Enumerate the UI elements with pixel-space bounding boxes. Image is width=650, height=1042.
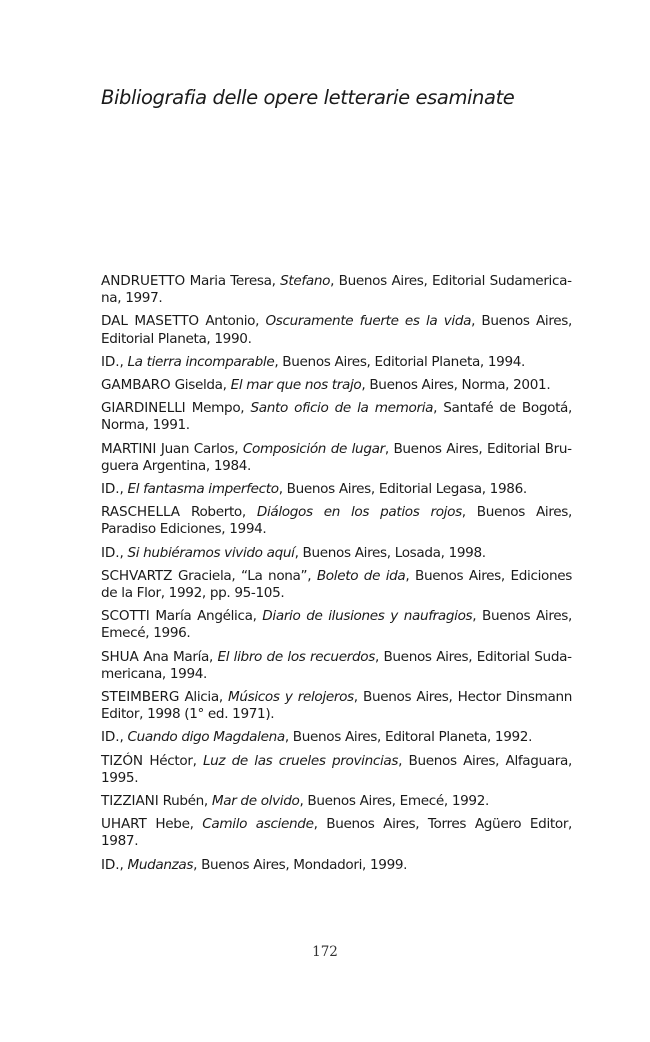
entry-author: ID. [101, 729, 120, 746]
bibliography-entry [101, 729, 572, 746]
entry-author: SCOTTI [101, 608, 150, 625]
entry-text: , Buenos Aires, Editorial Sudamericana, 1997. [101, 273, 572, 307]
entry-text: , [119, 856, 128, 873]
entry-text: , Buenos Aires, Editorial Planeta, 1990. [101, 313, 572, 347]
entry-work-title: Stefano [280, 273, 331, 289]
entry-text: Rubén, [158, 793, 212, 810]
entry-text: , Buenos Aires, Editorial Legasa, 1986. [278, 481, 527, 498]
entry-work-title: Si hubiéramos vivido aquí [127, 544, 295, 561]
entry-author: STEIMBERG [101, 689, 180, 706]
entry-work-title: La tierra incomparable [127, 353, 275, 370]
entry-author: ID. [101, 353, 120, 370]
entry-work-title: Luz de las crueles provincias [202, 752, 399, 769]
entry-work-title: Santo oficio de la memoria [250, 400, 434, 417]
bibliography-entry [101, 400, 572, 434]
entry-author: SHUA [101, 648, 139, 665]
bibliography-entry [101, 793, 572, 810]
entry-text: Juan Carlos, [156, 440, 243, 457]
entry-author: UHART [101, 816, 147, 833]
entry-text: Antonio, [199, 313, 266, 330]
page-title: Bibliografia delle opere letterarie esaminate [101, 86, 515, 109]
entry-author: GAMBARO [101, 377, 171, 394]
entry-text: Maria Teresa, [185, 273, 281, 289]
entry-text: , [119, 353, 128, 370]
entry-author: TIZÓN [101, 752, 143, 769]
bibliography-entry [101, 273, 572, 307]
entry-work-title: Composición de lugar [242, 440, 385, 457]
entry-author: MARTINI [101, 440, 157, 457]
entry-work-title: El libro de los recuerdos [217, 648, 375, 665]
entry-text: , Buenos Aires, Alfaguara, 1995. [101, 752, 572, 786]
bibliography-entry [101, 649, 572, 683]
entry-author: SCHVARTZ [101, 567, 173, 584]
entry-work-title: Diario de ilusiones y naufragios [262, 608, 473, 625]
entry-text: , Buenos Aires, Editorial Bruguera Argentina, 1984. [101, 440, 572, 474]
entry-text: María Angélica, [149, 608, 263, 625]
entry-text: , Buenos Aires, Hector Dinsmann Editor, 1998 (1° ed. 1971). [101, 689, 572, 723]
bibliography-entry [101, 568, 572, 602]
entry-author: ID. [101, 481, 120, 498]
entry-text: Roberto, [179, 504, 257, 521]
entry-text: Hebe, [146, 816, 203, 833]
entry-text: , Buenos Aires, Emecé, 1996. [101, 608, 572, 642]
entry-text: Mempo, [185, 400, 251, 417]
bibliography-entry [101, 354, 572, 371]
entry-text: , Buenos Aires, Emecé, 1992. [299, 793, 489, 810]
page-number: 172 [312, 944, 338, 960]
bibliography-entry [101, 608, 572, 642]
entry-text: , Buenos Aires, Ediciones de la Flor, 1992, pp. 95-105. [101, 567, 572, 602]
entry-text: Ana María, [138, 648, 218, 665]
bibliography-entry [101, 689, 572, 723]
bibliography-list [101, 273, 572, 880]
bibliography-entry [101, 313, 572, 347]
bibliography-entry [101, 545, 572, 562]
entry-work-title: El fantasma imperfecto [127, 481, 279, 498]
entry-text: , Santafé de Bogotá, Norma, 1991. [101, 400, 572, 434]
bibliography-entry [101, 441, 572, 475]
entry-work-title: Camilo asciende [202, 816, 314, 833]
entry-author: ANDRUETTO [101, 273, 186, 289]
entry-text: Alicia, [179, 689, 228, 706]
entry-text: , Buenos Aires, Editoral Planeta, 1992. [284, 729, 533, 746]
bibliography-entry [101, 753, 572, 787]
entry-author: GIARDINELLI [101, 400, 186, 417]
entry-text: , [119, 481, 128, 498]
entry-text: , Buenos Aires, Editorial Sudamericana, 1994. [101, 648, 572, 682]
entry-work-title: Diálogos en los patios rojos [256, 504, 462, 521]
entry-text: , Buenos Aires, Paradiso Ediciones, 1994. [101, 504, 572, 538]
entry-work-title: Cuando digo Magdalena [127, 729, 285, 746]
entry-text: Graciela, “La nona”, [172, 567, 317, 584]
entry-text: , Buenos Aires, Editorial Planeta, 1994. [274, 353, 526, 370]
entry-work-title: Oscuramente fuerte es la vida [265, 313, 472, 330]
entry-work-title: El mar que nos trajo [230, 377, 362, 394]
entry-text: Héctor, [143, 752, 203, 769]
bibliography-entry [101, 816, 572, 850]
entry-author: ID. [101, 856, 120, 873]
entry-text: , Buenos Aires, Mondadori, 1999. [193, 856, 408, 873]
entry-text: , [119, 729, 128, 746]
entry-author: ID. [101, 544, 120, 561]
entry-author: DAL MASETTO [101, 313, 199, 330]
entry-text: , [119, 544, 128, 561]
entry-author: RASCHELLA [101, 504, 180, 521]
bibliography-entry [101, 504, 572, 538]
bibliography-entry [101, 377, 572, 394]
entry-text: , Buenos Aires, Torres Agüero Editor, 1987. [101, 816, 573, 850]
entry-work-title: Músicos y relojeros [228, 689, 354, 706]
entry-work-title: Mar de olvido [211, 793, 300, 810]
bibliography-entry [101, 857, 572, 874]
entry-work-title: Boleto de ida [316, 567, 406, 584]
entry-author: TIZZIANI [101, 793, 159, 810]
entry-work-title: Mudanzas [127, 856, 194, 873]
bibliography-entry [101, 481, 572, 498]
entry-text: Giselda, [170, 377, 231, 394]
entry-text: , Buenos Aires, Losada, 1998. [294, 544, 486, 561]
entry-text: , Buenos Aires, Norma, 2001. [361, 377, 551, 394]
